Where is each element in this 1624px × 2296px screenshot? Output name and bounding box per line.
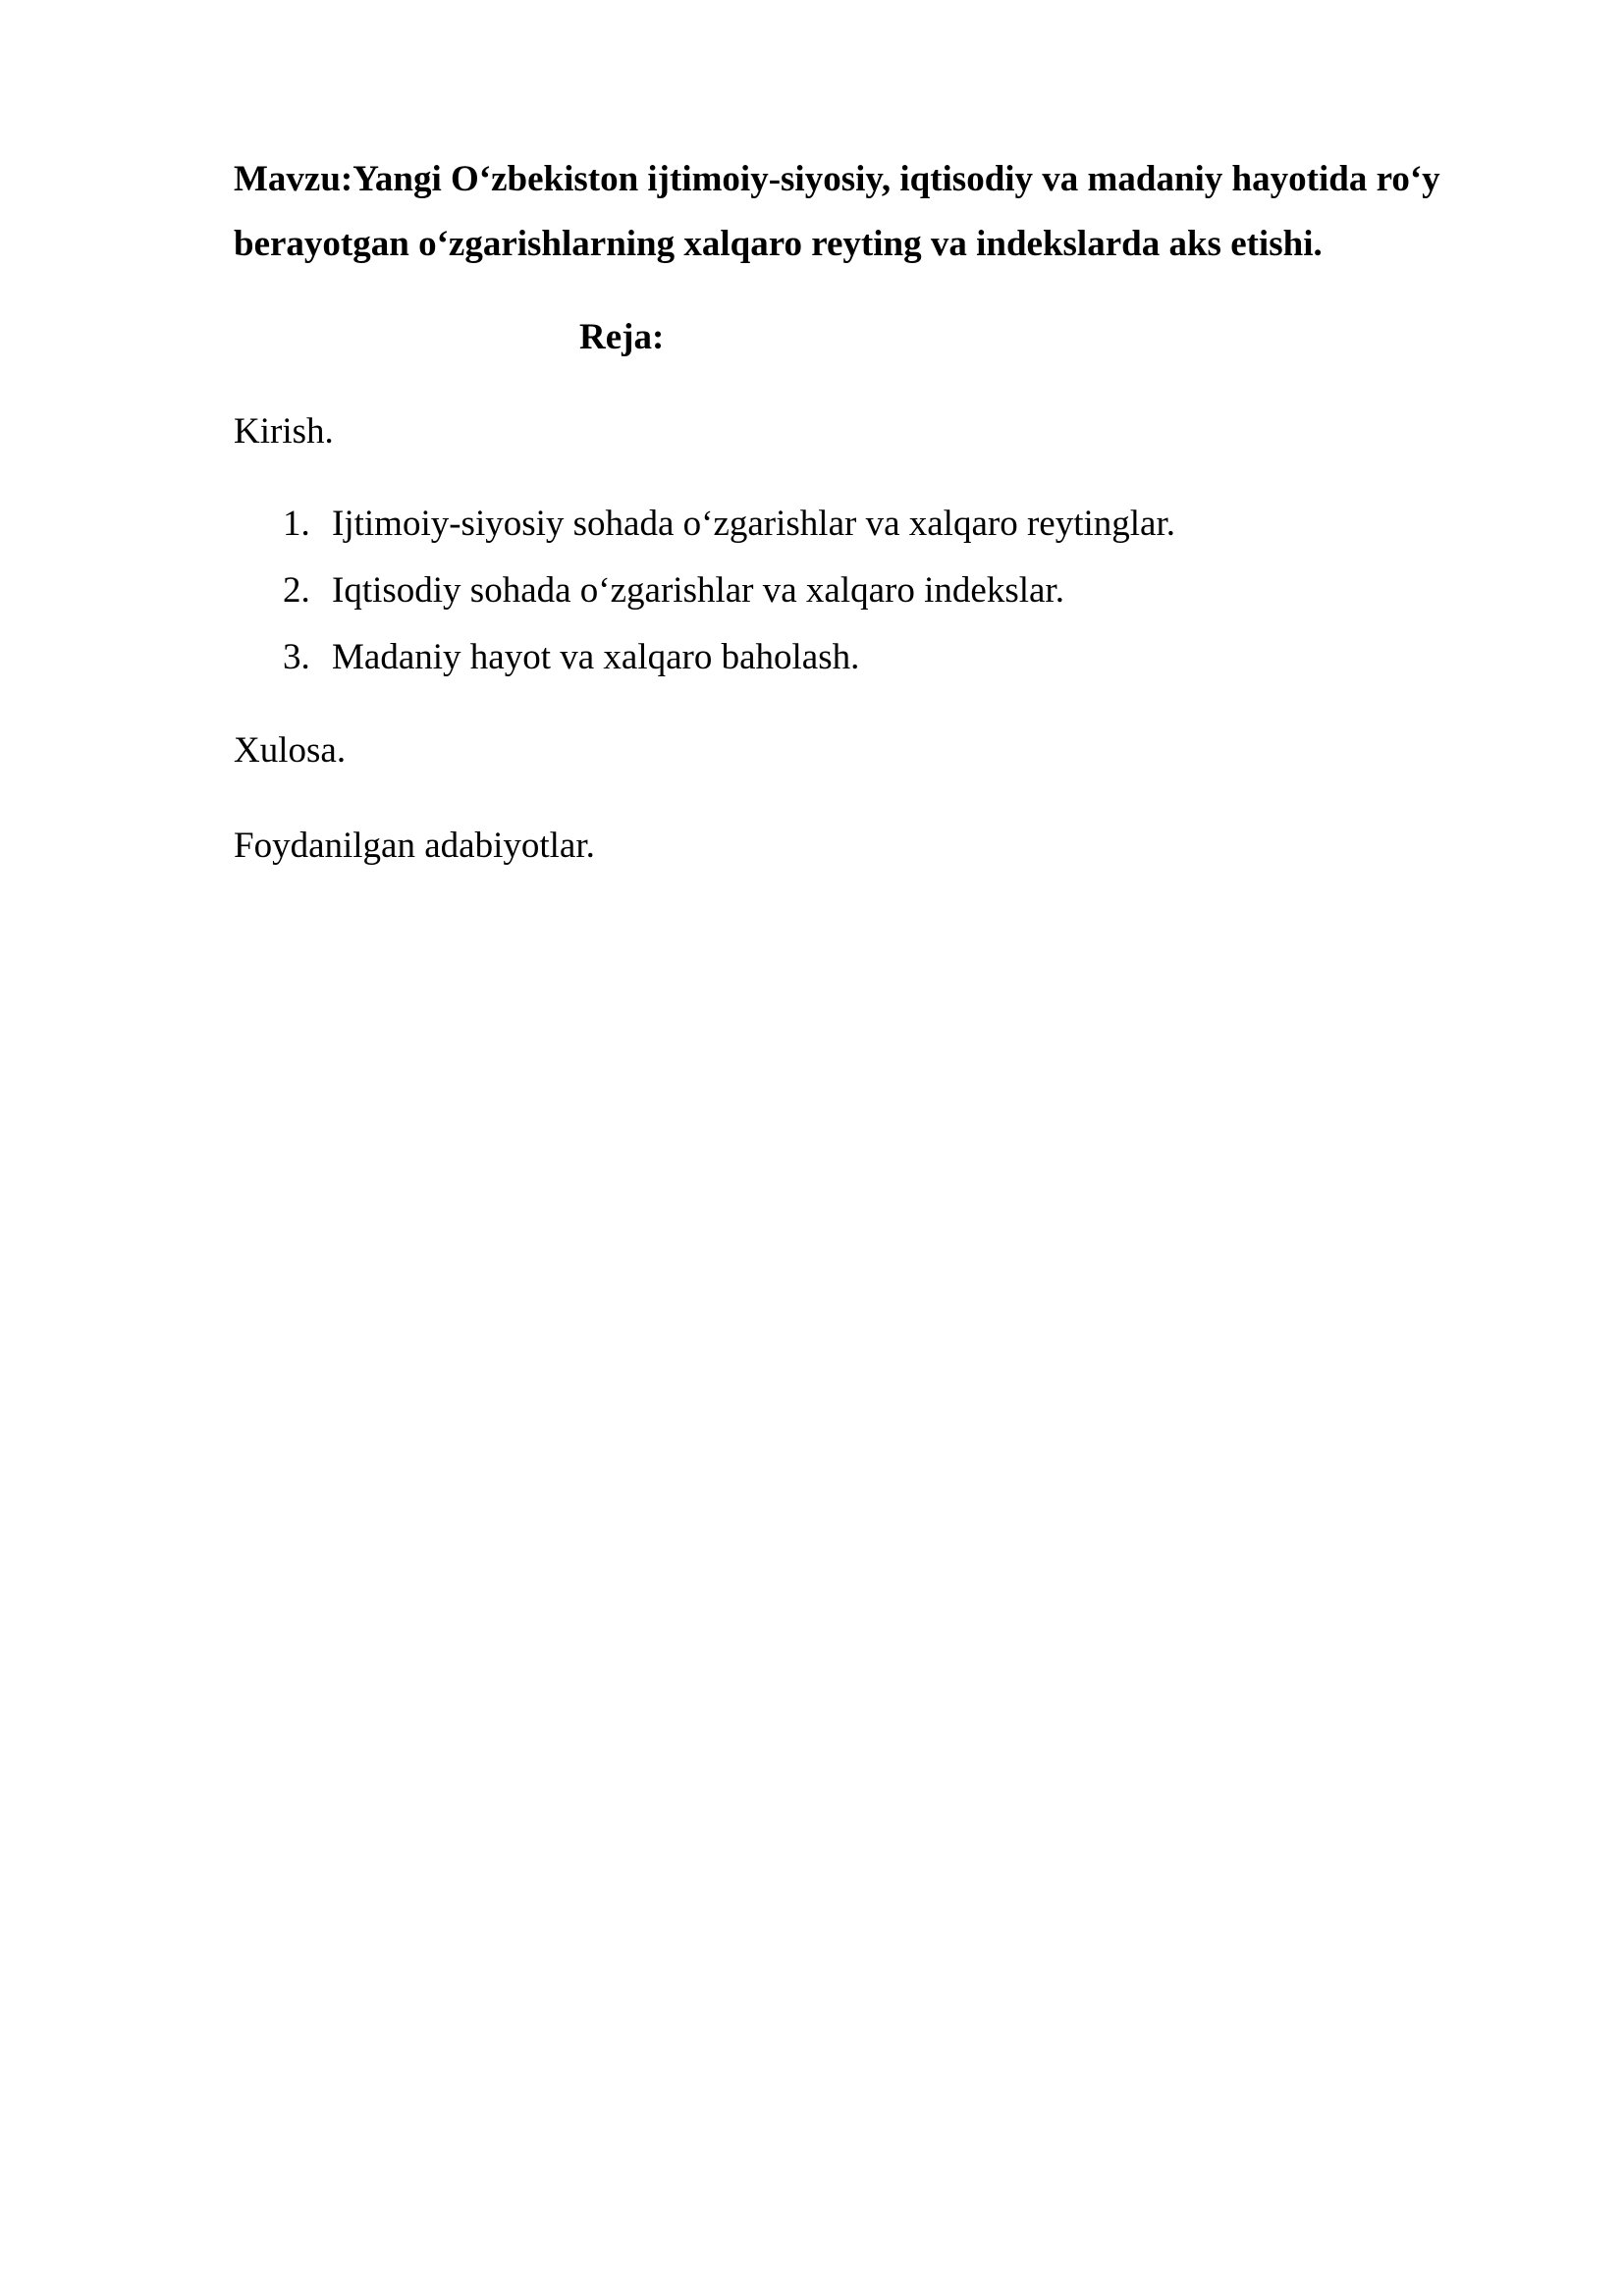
intro-item: Kirish. bbox=[234, 411, 334, 452]
plan-item-text: Ijtimoiy-siyosiy sohada o‘zgarishlar va xalqaro reytinglar. bbox=[332, 504, 1175, 544]
plan-item-number: 1. bbox=[283, 504, 310, 544]
conclusion-item: Xulosa. bbox=[234, 730, 347, 771]
references-item: Foydanilgan adabiyotlar. bbox=[234, 826, 595, 866]
plan-item-text: Madaniy hayot va xalqaro baholash. bbox=[332, 637, 860, 677]
plan-heading: Reja: bbox=[579, 317, 665, 357]
document-title: Mavzu:Yangi O‘zbekiston ijtimoiy-siyosiy, iqtisodiy va madaniy hayotida ro‘y berayotgan o‘zgarishlarning xalqaro reyting va indekslarda aks etishi. bbox=[234, 159, 1440, 264]
plan-item-text: Iqtisodiy sohada o‘zgarishlar va xalqaro indekslar. bbox=[332, 570, 1064, 611]
plan-item-number: 2. bbox=[283, 570, 310, 611]
plan-item-number: 3. bbox=[283, 637, 310, 677]
